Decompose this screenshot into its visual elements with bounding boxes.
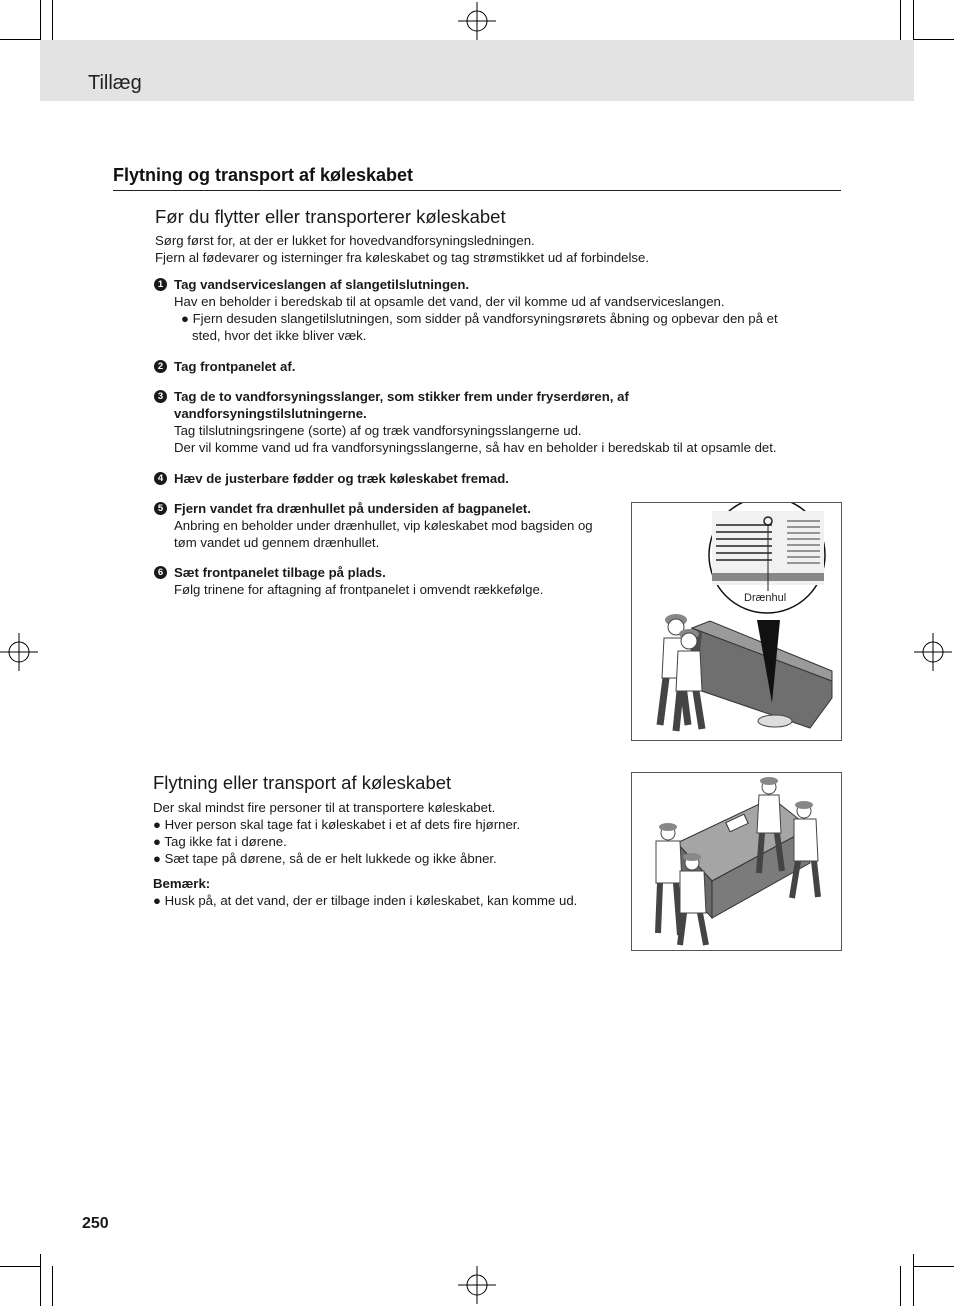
- step-number-badge: 6: [154, 566, 167, 579]
- crop-mark: [52, 0, 53, 40]
- step-title: Tag vandserviceslangen af slangetilslutningen.: [174, 277, 470, 292]
- intro-line: Fjern al fødevarer og isterninger fra køleskabet og tag strømstikket ud af forbindelse.: [155, 250, 650, 265]
- crop-mark: [0, 1266, 40, 1267]
- registration-mark-icon: [458, 2, 496, 40]
- step-number-badge: 5: [154, 502, 167, 515]
- step-bullet: sted, hvor det ikke bliver væk.: [192, 328, 367, 343]
- step-title: vandforsyningstilslutningerne.: [174, 406, 367, 421]
- transport-bullet: ● Hver person skal tage fat i køleskabet i et af dets fire hjørner.: [153, 817, 521, 832]
- fridge-carry-illustration: [632, 773, 841, 950]
- section-title: Flytning og transport af køleskabet: [113, 165, 414, 185]
- header-band: [40, 40, 914, 101]
- crop-mark: [913, 1266, 954, 1267]
- step-number-badge: 3: [154, 390, 167, 403]
- step-text: tøm vandet ud gennem drænhullet.: [174, 535, 380, 550]
- section-divider: [113, 190, 841, 191]
- step-text: Hav en beholder i beredskab til at opsamle det vand, der vil komme ud af vandserviceslangen.: [174, 294, 725, 309]
- crop-mark: [913, 1254, 914, 1306]
- worker-figure: [660, 614, 702, 731]
- subsection-title-transport: Flytning eller transport af køleskabet: [153, 772, 452, 793]
- fridge-tilt-illustration: [632, 503, 841, 740]
- step-title: Fjern vandet fra drænhullet på undersiden af bagpanelet.: [174, 501, 531, 516]
- crop-mark: [900, 1266, 901, 1306]
- registration-mark-icon: [0, 633, 38, 671]
- transport-bullet: ● Sæt tape på dørene, så de er helt lukkede og ikke åbner.: [153, 851, 497, 866]
- crop-mark: [0, 39, 40, 40]
- step-text: Anbring en beholder under drænhullet, vip køleskabet mod bagsiden og: [174, 518, 593, 533]
- page-header-title: Tillæg: [88, 72, 142, 94]
- step-text: Tag tilslutningsringene (sorte) af og træk vandforsyningsslangerne ud.: [174, 423, 582, 438]
- transport-bullet: ● Tag ikke fat i dørene.: [153, 834, 287, 849]
- step-title: Tag de to vandforsyningsslanger, som stikker frem under fryserdøren, af: [174, 389, 629, 404]
- step-title: Hæv de justerbare fødder og træk køleskabet fremad.: [174, 471, 509, 486]
- drain-hole-label: Drænhul: [744, 592, 787, 604]
- registration-mark-icon: [458, 1266, 496, 1304]
- figure-four-person-carry: [631, 772, 842, 951]
- figure-drain-hole: [631, 502, 842, 741]
- crop-mark: [52, 1266, 53, 1306]
- crop-mark: [40, 1254, 41, 1306]
- transport-intro: Der skal mindst fire personer til at transportere køleskabet.: [153, 800, 496, 815]
- step-bullet: ● Fjern desuden slangetilslutningen, som sidder på vandforsyningsrørets åbning og opbevar den på et: [181, 311, 778, 326]
- step-title: Sæt frontpanelet tilbage på plads.: [174, 565, 386, 580]
- step-number-badge: 1: [154, 278, 167, 291]
- note-label: Bemærk:: [153, 876, 211, 891]
- note-text: ● Husk på, at det vand, der er tilbage inden i køleskabet, kan komme ud.: [153, 893, 578, 908]
- page-number: 250: [82, 1215, 109, 1232]
- step-number-badge: 4: [154, 472, 167, 485]
- step-number-badge: 2: [154, 360, 167, 373]
- crop-mark: [913, 39, 954, 40]
- registration-mark-icon: [914, 633, 952, 671]
- crop-mark: [900, 0, 901, 40]
- intro-line: Sørg først for, at der er lukket for hovedvandforsyningsledningen.: [155, 233, 535, 248]
- step-text: Der vil komme vand ud fra vandforsyningsslangerne, så hav en beholder i beredskab til at opsamle det.: [174, 440, 777, 455]
- step-title: Tag frontpanelet af.: [174, 359, 296, 374]
- step-text: Følg trinene for aftagning af frontpanelet i omvendt rækkefølge.: [174, 582, 544, 597]
- subsection-title-before: Før du flytter eller transporterer køleskabet: [155, 206, 506, 227]
